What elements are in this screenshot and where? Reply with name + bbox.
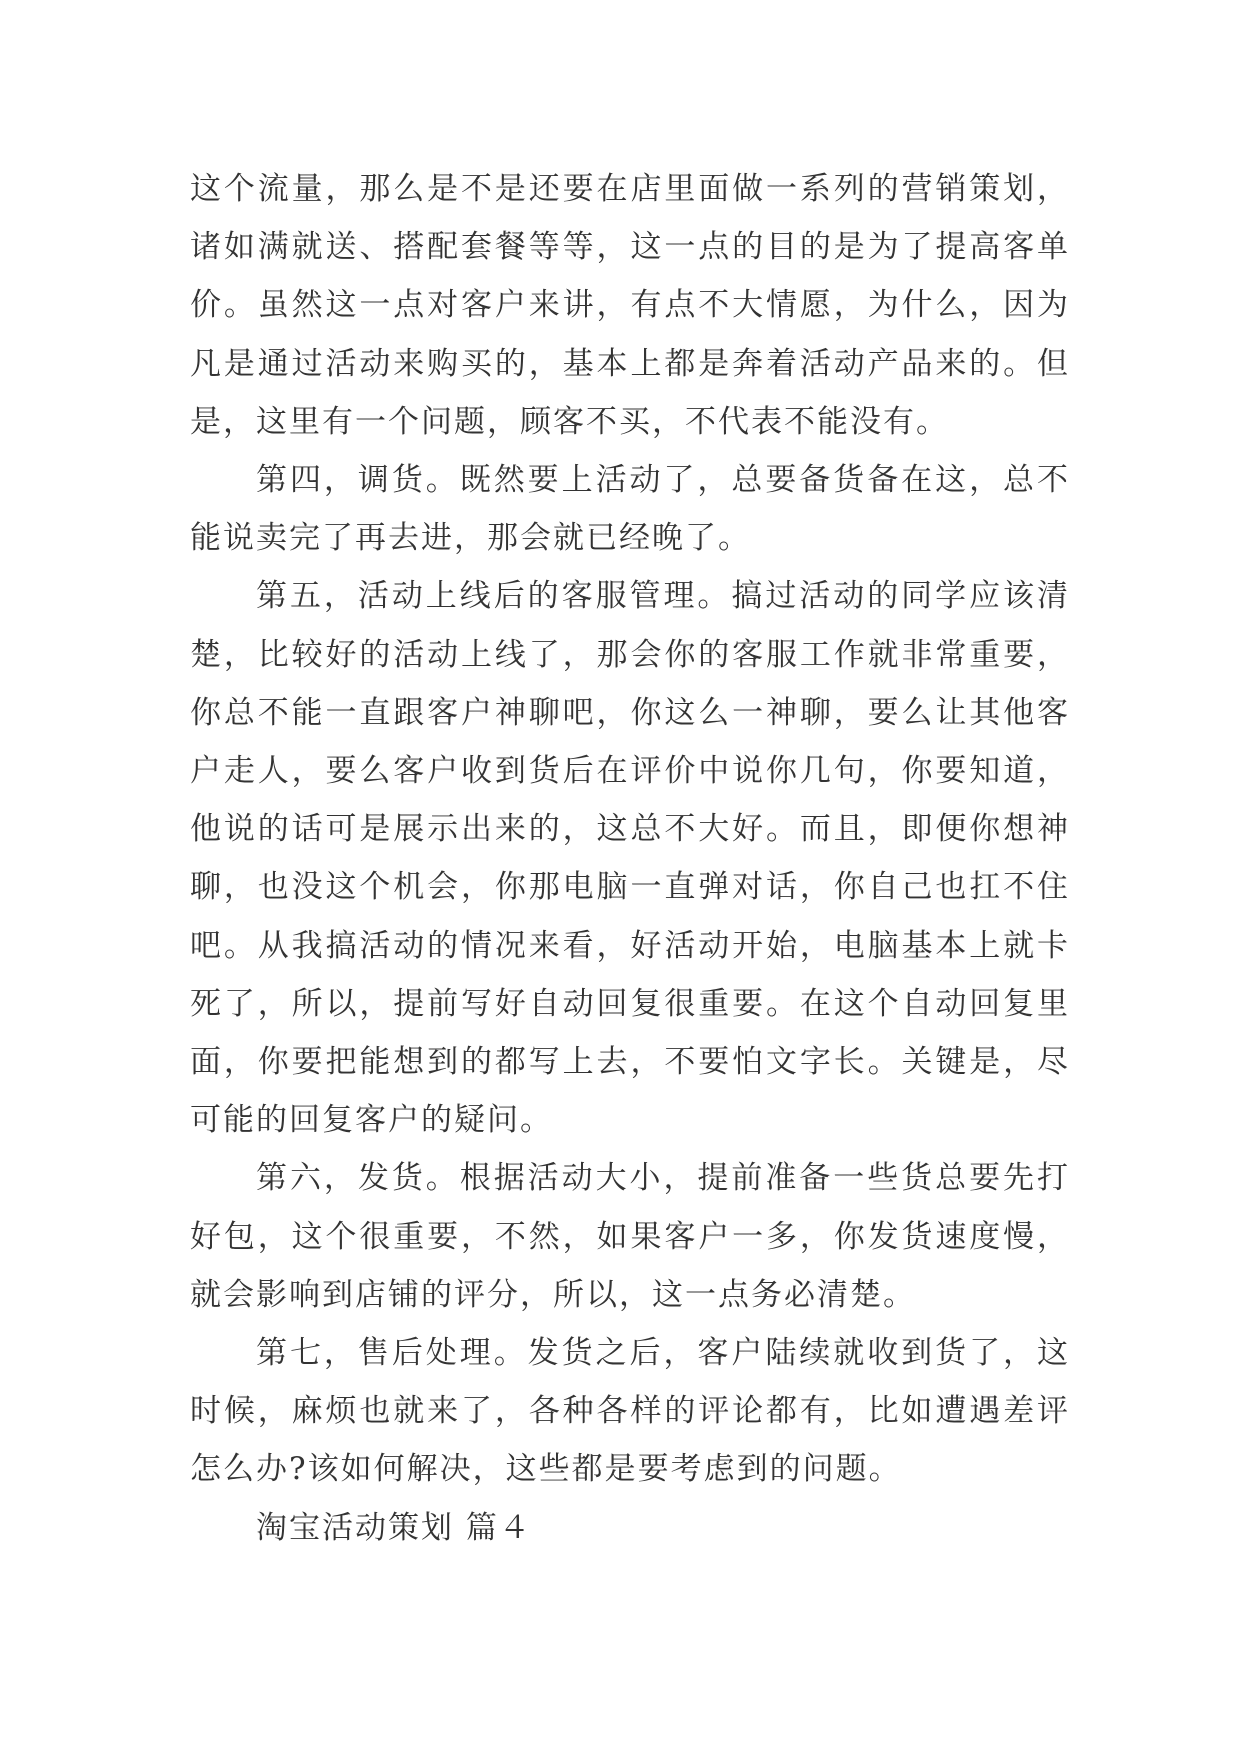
document-body (190, 160, 1070, 1557)
paragraph-seventh-after-sales: 第七，售后处理。发货之后，客户陆续就收到货了，这时候，麻烦也就来了，各种各样的评论都有，比如遭遇差评怎么办?该如何解决，这些都是要考虑到的问题。 (190, 1335, 1070, 1488)
paragraph-sixth-shipping: 第六，发货。根据活动大小，提前准备一些货总要先打好包，这个很重要，不然，如果客户一多，你发货速度慢，就会影响到店铺的评分，所以，这一点务必清楚。 (190, 1160, 1070, 1313)
section-heading: 淘宝活动策划 篇４ (256, 1509, 532, 1546)
paragraph-traffic-marketing: 这个流量，那么是不是还要在店里面做一系列的营销策划，诸如满就送、搭配套餐等等，这一点的目的是为了提高客单价。虽然这一点对客户来讲，有点不大情愿，为什么，因为凡是通过活动来购买的，基本上都是奔着活动产品来的。但是，这里有一个问题，顾客不买，不代表不能没有。 (190, 171, 1070, 440)
paragraph-fifth-customer-service: 第五，活动上线后的客服管理。搞过活动的同学应该清楚，比较好的活动上线了，那会你的客服工作就非常重要，你总不能一直跟客户神聊吧，你这么一神聊，要么让其他客户走人，要么客户收到货后在评价中说你几句，你要知道，他说的话可是展示出来的，这总不大好。而且，即便你想神聊，也没这个机会，你那电脑一直弹对话，你自己也扛不住吧。从我搞活动的情况来看，好活动开始，电脑基本上就卡死了，所以，提前写好自动回复很重要。在这个自动回复里面，你要把能想到的都写上去，不要怕文字长。关键是，尽可能的回复客户的疑问。 (190, 578, 1070, 1139)
paragraph-fourth-restock: 第四，调货。既然要上活动了，总要备货备在这，总不能说卖完了再去进，那会就已经晚了。 (190, 462, 1070, 557)
